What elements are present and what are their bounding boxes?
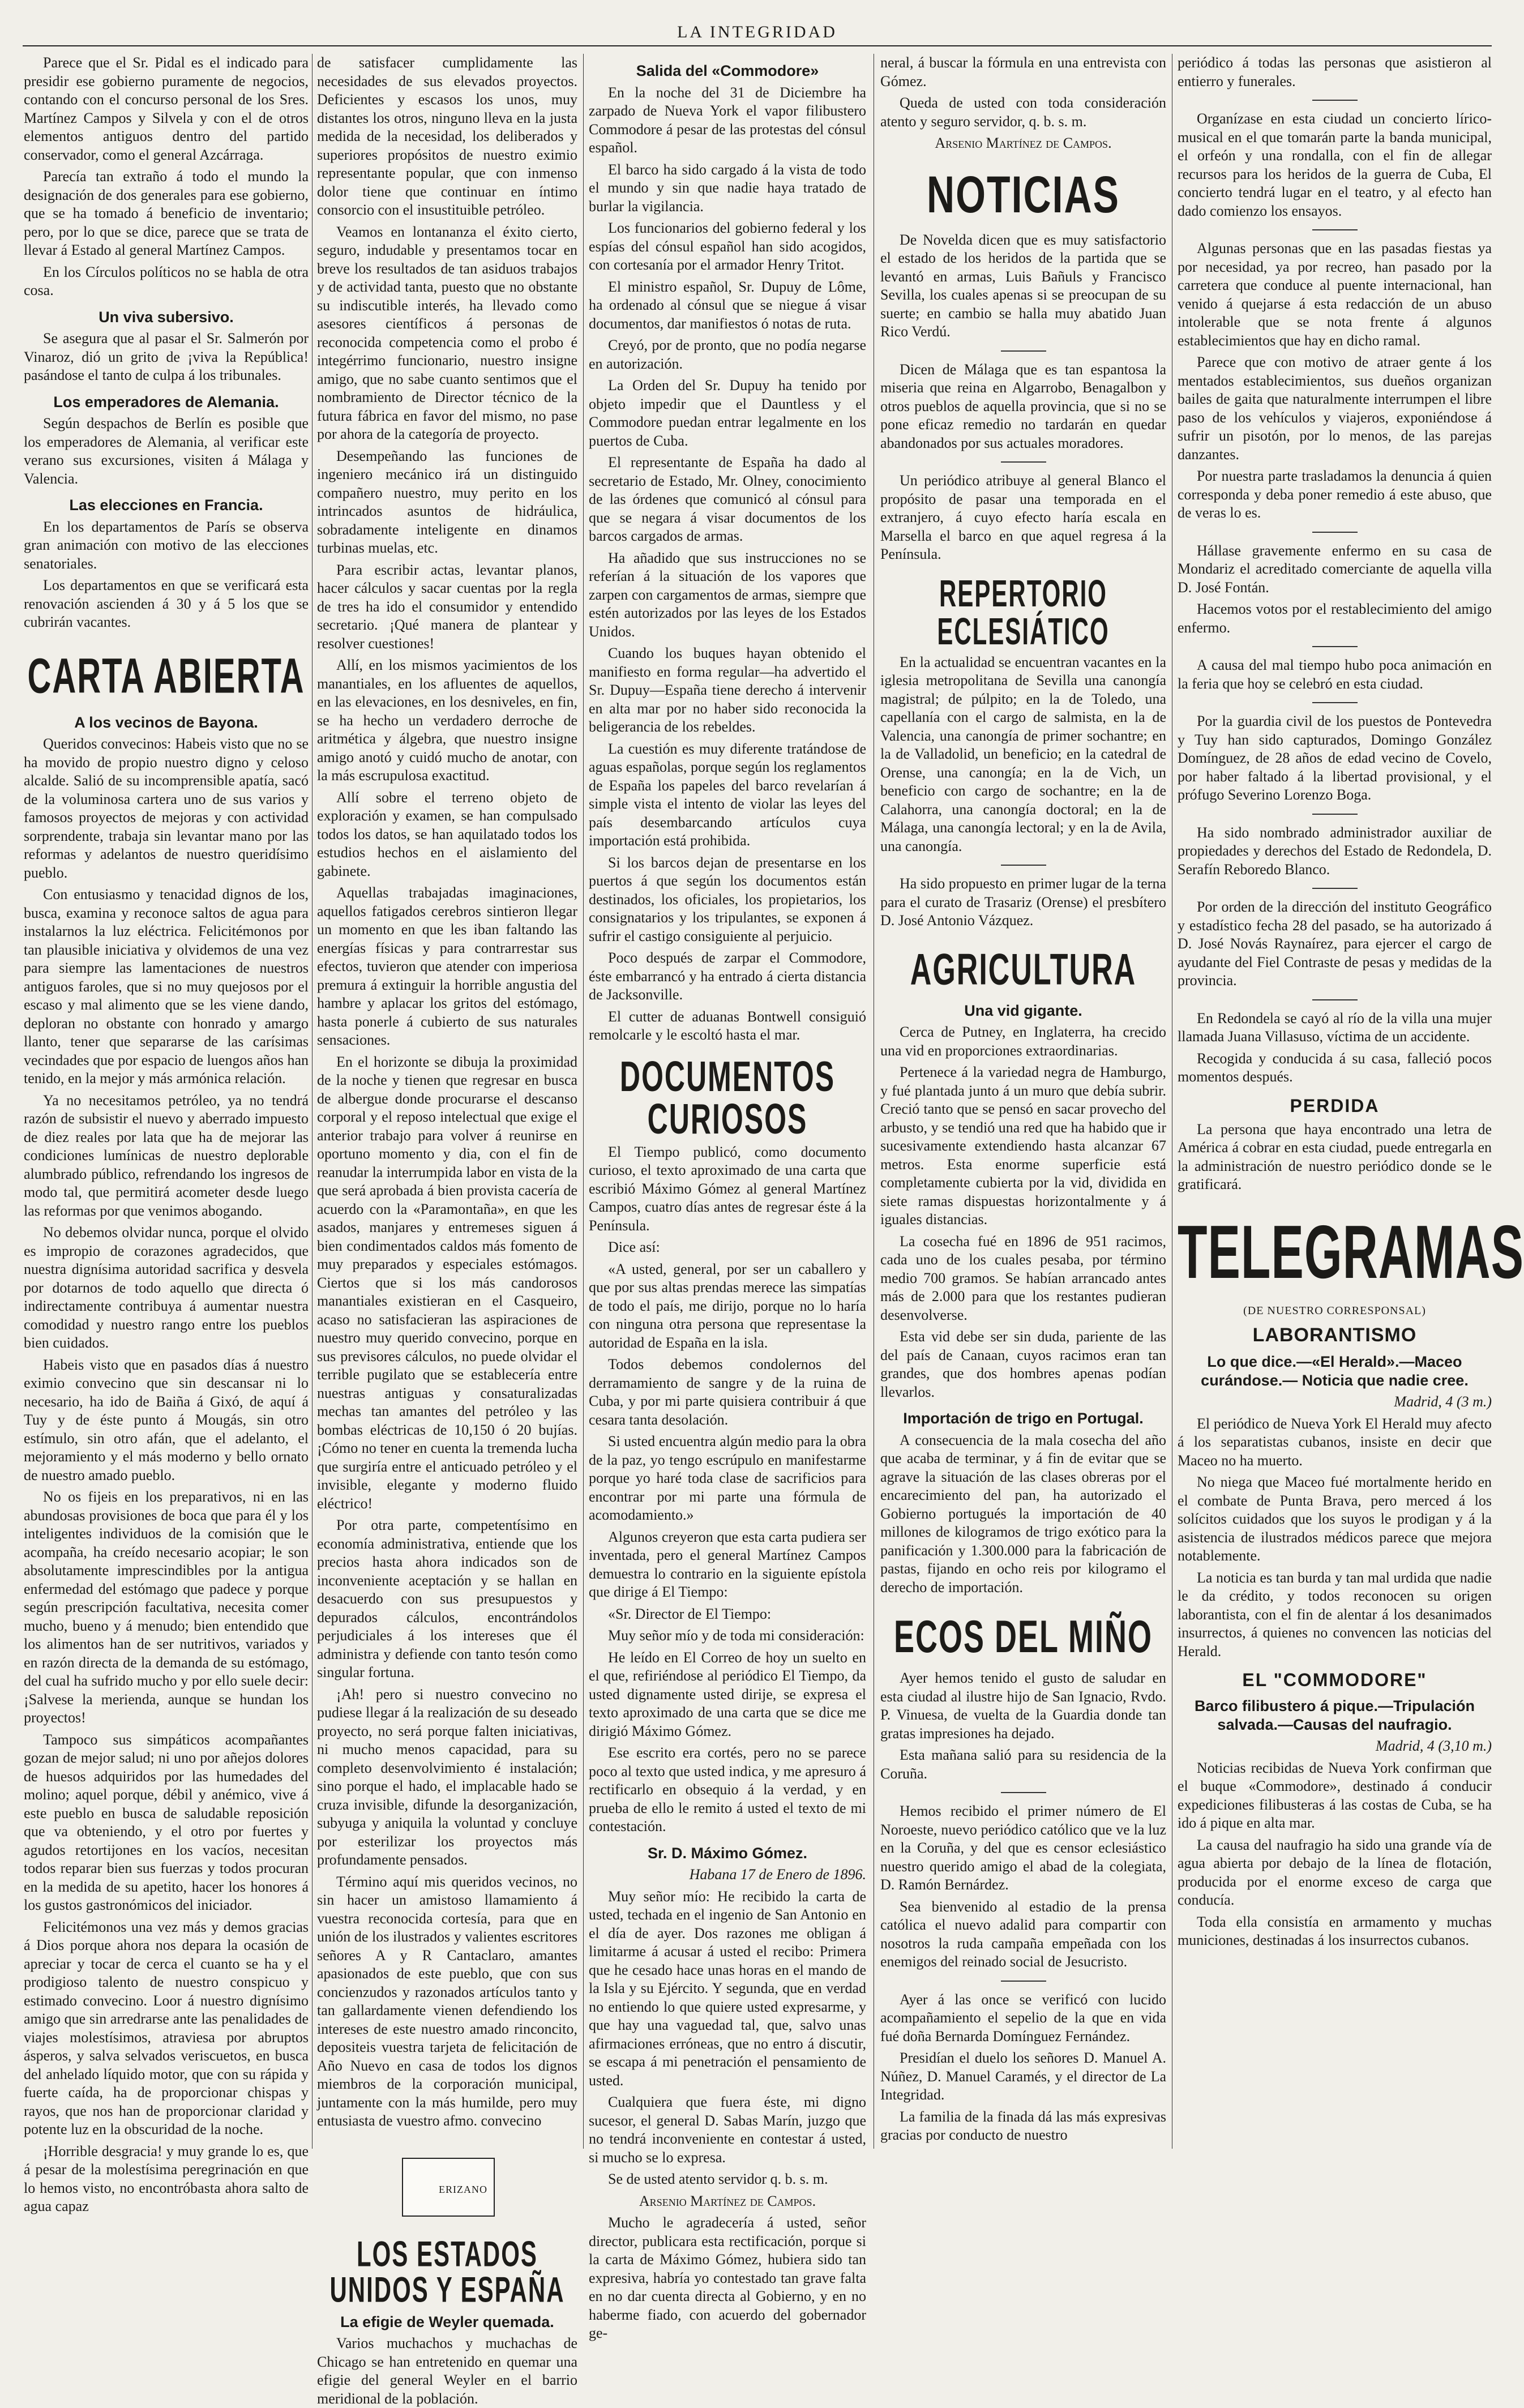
paragraph: Veamos en lontananza el éxito cierto, seguro, indudable y presentamos tocar en breve los resultados de tan asiduos trabajos y de actividad tanta, puesto que no obstante su indiscutible interés, ha llevado como asesores científicos á personas de reconocida competencia como el probo é integérrimo funcionario, nuestro insigne amigo, que no sabe cuanto sentimos que el nombramiento de Director técnico de la futura fábrica en favor del mismo, no pase por ahora de la categoría de proyecto.	[317, 223, 577, 442]
paragraph: Dicen de Málaga que es tan espantosa la miseria que reina en Algarrobo, Benagalbon y otros pueblos de aquella provincia, que si no se pone eficaz remedio no tardarán en quedar abandonados por sus actuales moradores.	[880, 361, 1166, 451]
paragraph: Se asegura que al pasar el Sr. Salmerón por Vinaroz, dió un grito de ¡viva la República! pasándose el tanto de culpa á los tribunales.	[24, 330, 309, 383]
paragraph: Si los barcos dejan de presentarse en los puertos á que según los documentos están destinados, los oficiales, los propietarios, los consignatarios y los tripulantes, se exponen á sufrir el castigo consiguiente al perjuicio.	[589, 854, 866, 944]
paragraph: No os fijeis en los preparativos, ni en las abundosas provisiones de boca que para él y los inteligentes individuos de la comisión que le acompaña, ha creído necesario acopiar; le son absolutamente imprescindibles por la antigua enfermedad del estómago que padece y porque según prescripción facultativa, necesita comer mucho, bueno y á menudo; bien entendido que los alimentos han de ser nutritivos, variados y en razón directa de la demanda de su estómago, del cual ha sufrido mucho y por ello suele decir: ¡Salvese la merienda, aunque se hundan los proyectos!	[24, 1489, 309, 1726]
paragraph: El Tiempo publicó, como documento curioso, el texto aproximado de una carta que escribió Máximo Gómez al general Martínez Campos, cuatro días antes de regresar éste á la Península.	[589, 1143, 866, 1234]
signature: Arsenio Martínez de Campos.	[935, 135, 1112, 151]
paragraph: Cualquiera que fuera éste, mi digno sucesor, el general D. Sabas Marín, juzgo que no tendrá inconveniente en contestar á usted, si mucho se lo expresa.	[589, 2094, 866, 2166]
paragraph: El cutter de aduanas Bontwell consiguió remolcarle y le escoltó hasta el mar.	[589, 1008, 866, 1043]
signature-name: ERIZANO	[439, 2183, 487, 2195]
paragraph: Esta mañana salió para su residencia de la Coruña.	[880, 1747, 1166, 1782]
paragraph: Presidían el duelo los señores D. Manuel A. Núñez, D. Manuel Caramés, y el director de La Integridad.	[880, 2050, 1166, 2103]
paragraph: Todos debemos condolernos del derramamiento de sangre y de la ruina de Cuba, y por mi parte quisiera contribuir á que cesara tanta desolación.	[589, 1356, 866, 1428]
paragraph: Cuando los buques hayan obtenido el manifiesto en forma regular—ha advertido el Sr. Dupuy—España tiene derecho á intervenir en alta mar por no haber sido reconocida la beligerancia de los rebeldes.	[589, 645, 866, 735]
signature-box	[385, 2146, 510, 2226]
paragraph: de satisfacer cumplidamente las necesidades de sus elevados proyectos. Deficientes y escasos los unos, muy distantes los otros, ninguno lleva en la justa medida de la necesidad, los deliberados y superiores propósitos de nuestro eximio representante popular, que con inmenso dolor tiene que continuar en íntimo consorcio con el insustituible petróleo.	[317, 54, 577, 218]
paragraph: Hemos recibido el primer número de El Noroeste, nuevo periódico católico que ve la luz en la Coruña, y del que es censor eclesiástico nuestro querido amigo el abad de la colegiata, D. Ramón Bernárdez.	[880, 1803, 1166, 1893]
paragraph: Para escribir actas, levantar planos, hacer cálculos y sacar cuentas por la regla de tres ha ido el consumidor y entendido secretario. ¡Qué manera de plantear y resolver cuestiones!	[317, 561, 577, 652]
paragraph: Ayer hemos tenido el gusto de saludar en esta ciudad al ilustre hijo de San Ignacio, Rvdo. P. Vinuesa, de vuelta de la Guardia donde tan gratas impresiones ha dejado.	[880, 1670, 1166, 1742]
separator	[1001, 350, 1046, 352]
separator	[1001, 461, 1046, 463]
paragraph: Se de usted atento servidor q. b. s. m.	[608, 2171, 828, 2187]
paragraph: Muy señor mío y de toda mi consideración:	[608, 1627, 864, 1644]
section-heading: La efigie de Weyler quemada.	[340, 2313, 554, 2330]
paragraph: En los departamentos de París se observa gran animación con motivo de las elecciones senatoriales.	[24, 518, 309, 572]
paragraph: A consecuencia de la mala cosecha del año que acaba de terminar, y á fin de evitar que se agrave la situación de las clases obreras por el encarecimiento del pan, ha autorizado el Gobierno portugués la importación de 40 millones de kilogramos de trigo exótico para la panificación y 1.300.000 para la fabricación de pastas, fijando en ocho reis por kilogramo el derecho de importación.	[880, 1431, 1166, 1596]
signature: Arsenio Martínez de Campos.	[639, 2192, 816, 2209]
banner-ecos-del-mino: ECOS DEL MIÑO	[893, 1611, 1153, 1662]
section-heading: Una vid gigante.	[964, 1002, 1082, 1019]
paragraph: ¡Horrible desgracia! y muy grande lo es, que á pesar de la molestísima peregrinación en que lo hemos visto, no encontróbasta ahora salto de agua capaz	[24, 2142, 309, 2214]
banner-telegramas: TELEGRAMAS	[1178, 1210, 1524, 1294]
section-heading: Los emperadores de Alemania.	[53, 393, 279, 410]
paragraph: He leído en El Correo de hoy un suelto en el que, refiriéndose al periódico El Tiempo, da usted dignamente usted dirije, se expresa el texto aproximado de una carta que se dice me dirigió Máximo Gómez.	[589, 1649, 866, 1739]
banner-documentos-curiosos: DOCUMENTOS CURIOSOS	[619, 1053, 836, 1143]
paragraph: La causa del naufragio ha sido una grande vía de agua abierta por debajo de la línea de flotación, producida por el enorme exceso de carga que conducía.	[1178, 1836, 1492, 1908]
paragraph: La cuestión es muy diferente tratándose de aguas españolas, porque según los reglamentos de España los papeles del barco revelarían á simple vista el intento de violar las leyes del país desembarcando artículos cuya importación está prohibida.	[589, 740, 866, 849]
separator	[1312, 229, 1358, 230]
banner-estados-unidos: LOS ESTADOS UNIDOS Y ESPAÑA	[329, 2234, 565, 2309]
paragraph: Por otra parte, competentísimo en economía administrativa, entiende que los precios hasta ahora indicados son de inconveniente aceptación y se hallan en desacuerdo con sus presupuestos y depurados cálculos, encontrándolos perjudiciales á los intereses que él administra y defiende con tanto tesón como singular fortuna.	[317, 1517, 577, 1680]
paragraph: Término aquí mis queridos vecinos, no sin hacer un amistoso llamamiento á vuestra reconocida cortesía, para que en unión de los ilustrados y valientes escritores señores A y R Cantaclaro, amantes apasionados de este pueblo, que con sus concienzudos y razonados artículos tanto y tan gallardamente vienen defendiendo los intereses de este nuestro amado rinconcito, depositeis vuestra tarjeta de felicitación de Año Nuevo en casa de todos los dignos miembros de la corporación municipal, juntamente con la más humilde, pero muy entusiasta de vuestro afmo. convecino	[317, 1873, 577, 2129]
paragraph: En los Círculos políticos no se habla de otra cosa.	[24, 263, 309, 298]
paragraph: Recogida y conducida á su casa, falleció pocos momentos después.	[1178, 1050, 1492, 1085]
banner-laborantismo: LABORANTISMO	[1252, 1324, 1417, 1346]
section-heading: Un viva subersivo.	[99, 308, 234, 326]
section-heading: Barco filibustero á pique.—Tripulación salvada.—Causas del naufragio.	[1194, 1697, 1475, 1733]
paragraph: ¡Ah! pero si nuestro convecino no pudiese llegar á la realización de su deseado proyecto, no será porque falten iniciativas, ni mucho menos capacidad, para su completo desenvolvimiento é instalación; sino porque el hado, el implacable hado se cruza invisible, difunde la desorganización, subyuga y aniquila la voluntad y concluye por esterilizar los proyectos más profundamente pensados.	[317, 1686, 577, 1868]
paragraph: periódico á todas las personas que asistieron al entierro y funerales.	[1178, 54, 1492, 89]
separator	[1312, 999, 1358, 1000]
paragraph: Según despachos de Berlín es posible que los emperadores de Alemania, al verificar este verano sus excursiones, visiten á Málaga y Valencia.	[24, 415, 309, 487]
paragraph: Mucho le agradecería á usted, señor director, publicara esta rectificación, porque si la carta de Máximo Gómez, hubiera sido tan expresiva, habría yo contestado tan grave falta en no dar cuenta directa al Gobierno, y en no haberme fiado, con acuerdo del gobernador ge-	[589, 2214, 866, 2341]
paragraph: Hállase gravemente enfermo en su casa de Mondariz el acreditado comerciante de aquella villa D. José Fontán.	[1178, 542, 1492, 596]
paragraph: En la noche del 31 de Diciembre ha zarpado de Nueva York el vapor filibustero Commodore á pesar de las protestas del cónsul español.	[589, 84, 866, 156]
paragraph: neral, á buscar la fórmula en una entrevista con Gómez.	[880, 54, 1166, 89]
paragraph: Toda ella consistía en armamento y muchas municiones, destinadas á los insurrectos cubanos.	[1178, 1913, 1492, 1948]
separator	[1312, 100, 1358, 101]
paragraph: Ya no necesitamos petróleo, ya no tendrá razón de subsistir el nuevo y aberrado impuesto de diez reales por lata que ha de mejorar las condiciones lumínicas de nuestro deplorable alumbrado público, refrendando los ingresos de modo tal, que permitirá acometer desde luego las reformas por que venimos abogando.	[24, 1092, 309, 1219]
paragraph: Queda de usted con toda consideración atento y seguro servidor, q. b. s. m.	[880, 95, 1166, 130]
paragraph: La persona que haya encontrado una letra de América á cobrar en esta ciudad, puede entregarla en la administración de nuestro periódico donde se le gratificará.	[1178, 1120, 1492, 1192]
separator	[1312, 646, 1358, 647]
paragraph: Habeis visto que en pasados días á nuestro eximio convecino que sin descansar ni lo necesario, ha ido de Baiña á Gixó, de aquí á Tuy y de éste punto á Mougás, sin otro estímulo, sin otro afán, que el adelanto, el mejoramiento y el más moderno y bello ornato de nuestro amado pueblo.	[24, 1356, 309, 1483]
paragraph: Parecía tan extraño á todo el mundo la designación de dos generales para ese gobierno, que se ha tomado á beneficio de inventario; pero, por lo que se dice, parece que se trata de llevar á Estado al general Martínez Campos.	[24, 168, 309, 258]
banner-noticias: NOTICIAS	[927, 165, 1120, 224]
banner-agricultura: AGRICULTURA	[910, 945, 1137, 994]
paragraph: Con entusiasmo y tenacidad dignos de los, busca, examina y reconoce saltos de agua para instalarnos la luz eléctrica. Felicitémonos por tan plausible iniciativa y olvidemos de una vez para siempre las lamentaciones de nuestros antiguos faroles, que si no muy quejosos por el escaso y mal alimento que se les viene dando, deploran no obstante con honrado y amargo llanto, tener que separarse de las carísimas vecindades que por espacio de luengos años han tenido, en la mejor y más armónica relación.	[24, 886, 309, 1087]
paragraph: Poco después de zarpar el Commodore, éste embarrancó y ha entrado á cierta distancia de Jacksonville.	[589, 949, 866, 1003]
paragraph: «Sr. Director de El Tiempo:	[608, 1605, 772, 1622]
paragraph: La familia de la finada dá las más expresivas gracias por conducto de nuestro	[880, 2108, 1166, 2143]
paragraph: Allí sobre el terreno objeto de exploración y examen, se han compulsado todos los datos, se han aquilatado todos los estudios hechos en el aislamiento del gabinete.	[317, 789, 577, 879]
paragraph: Por nuestra parte trasladamos la denuncia á quien corresponda y deba poner remedio á este abuso, que de veras lo es.	[1178, 468, 1492, 521]
paragraph: Ha sido nombrado administrador auxiliar de propiedades y derechos del Estado de Redondela, D. Serafín Reboredo Blanco.	[1178, 824, 1492, 878]
section-heading: Importación de trigo en Portugal.	[903, 1410, 1144, 1427]
section-heading: A los vecinos de Bayona.	[74, 713, 258, 731]
paragraph: Cerca de Putney, en Inglaterra, ha crecido una vid en proporciones extraordinarias.	[880, 1024, 1166, 1059]
paragraph: El ministro español, Sr. Dupuy de Lôme, ha ordenado al cónsul que se niegue á visar documentos, dar manifiestos ó notas de ruta.	[589, 278, 866, 332]
paragraph: A causa del mal tiempo hubo poca animación en la feria que hoy se celebró en esta ciudad.	[1178, 657, 1492, 692]
paragraph: Por orden de la dirección del instituto Geográfico y estadístico fecha 28 del pasado, se ha autorizado á D. José Novás Raynaírez, para ejercer el cargo de ayudante del Fiel Contraste de pesas y medidas de la provincia.	[1178, 899, 1492, 989]
paragraph: Aquellas trabajadas imaginaciones, aquellos fatigados cerebros sintieron llegar un momento en que les iban faltando las energías físicas y para contrarrestar sus efectos, tuvieron que atender con imperiosa premura á extinguir la horrible angustia del hambre y aplacar los gritos del estómago, hasta ponerle á cubierto de sus naturales sensaciones.	[317, 884, 577, 1048]
separator	[1001, 865, 1046, 866]
paragraph: Allí, en los mismos yacimientos de los manantiales, en los afluentes de aquellos, en las elevaciones, en los desniveles, en fin, se ha hecho un verdadero derroche de aritmética y álgebra, que nuestro insigne amigo anotó y cuidó mucho de anotar, con la más escrupulosa exactitud.	[317, 657, 577, 784]
banner-perdida: PERDIDA	[1290, 1095, 1380, 1116]
paragraph: De Novelda dicen que es muy satisfactorio el estado de los heridos de la partida que se levantó en armas, Luis Bañuls y Francisco Sevilla, los cuales apenas si se preocupan de su suerte; en cambio se halla muy abatido Juan Rico Verdú.	[880, 231, 1166, 340]
paragraph: Tampoco sus simpáticos acompañantes gozan de mejor salud; ni uno por añejos dolores de huesos adquiridos por las humedades del molino; aquel porque, débil y anémico, vive á este pueblo en busca de saludable reposición que va obteniendo, y el otro por fuertes y agudos retortijones en los vacíos, necesitan todos reparar bien sus fuerzas y todos procuran en la medida de su apetito, hacer los honores á los gustos gastronómicos del iniciador.	[24, 1731, 309, 1913]
paragraph: La noticia es tan burda y tan mal urdida que nadie le da crédito, y todos reconocen su origen laborantista, con el fin de alentar á los desanimados insurrectos, á quienes no convencen las noticias del Herald.	[1178, 1569, 1492, 1659]
column-2	[317, 54, 577, 2407]
section-heading: Lo que dice.—«El Herald».—Maceo curándose.— Noticia que nadie cree.	[1201, 1353, 1469, 1389]
paragraph: El representante de España ha dado al secretario de Estado, Mr. Olney, conocimiento de las órdenes que comunicó al cónsul para que se negara á visar documentos de los barcos cargados de armas.	[589, 454, 866, 544]
paragraph: «A usted, general, por ser un caballero y que por sus altas prendas merece las simpatías de todo el país, me dirijo, porque no lo haría con ninguna otra persona que representase la autoridad de España en la isla.	[589, 1260, 866, 1351]
banner-commodore: EL "COMMODORE"	[1242, 1670, 1427, 1690]
paragraph: Los departamentos en que se verificará esta renovación ascienden á 30 y á 5 los que se cubrirán vacantes.	[24, 577, 309, 630]
paragraph: Creyó, por de pronto, que no podía negarse en autorización.	[589, 337, 866, 372]
section-heading: Las elecciones en Francia.	[69, 497, 263, 514]
paragraph: Pertenece á la variedad negra de Hamburgo, y fué plantada junto á un muro que debía subrir. Creció tanto que se pensó en sacar provecho del arbusto, y se tendió una red que ha habido que ir sucesivamente extendiendo hasta alcanzar 67 metros. Esta enorme superficie está completamente cubierta por la vid, dividida en siete ramas dispuestas horizontalmente y á iguales distancias.	[880, 1064, 1166, 1227]
dateline: Madrid, 4 (3 m.)	[1394, 1393, 1492, 1410]
paragraph: Algunas personas que en las pasadas fiestas ya por necesidad, ya por recreo, han pasado por la carretera que conduce al puente internacional, han venido á quejarse á esta redacción de un abuso intolerable que se nota frente á algunos establecimientos que hay en dicho ramal.	[1178, 240, 1492, 349]
column-divider	[583, 54, 584, 2149]
paragraph: No debemos olvidar nunca, porque el olvido es impropio de corazones agradecidos, que nuestra dignísima autoridad sacrifica y desvela por dotarnos de todo aquello que directa ó indirectamente contribuya á aumentar nuestra comodidad y nuestro rango entre los pueblos bien cuidados.	[24, 1224, 309, 1351]
paragraph: No niega que Maceo fué mortalmente herido en el combate de Punta Brava, pero merced á los solícitos cuidados que los suyos le prodigan y á la asistencia de ilustrados médicos parece que mejora notablemente.	[1178, 1474, 1492, 1564]
paragraph: Desempeñando las funciones de ingeniero mecánico irá un distinguido compañero nuestro, muy perito en los intrincados asuntos de hidráulica, sobradamente inteligente en dinamos turbinas muelas, etc.	[317, 447, 577, 556]
paragraph: Esta vid debe ser sin duda, pariente de las del país de Canaan, cuyos racimos eran tan grandes, que dos hombres apenas podían llevarlos.	[880, 1328, 1166, 1400]
column-5	[1178, 54, 1524, 2149]
paragraph: Un periódico atribuye al general Blanco el propósito de pasar una temporada en el extranjero, á cuyo efecto haría escala en Marsella el barco en que aquel regresa á la Península.	[880, 472, 1166, 562]
paragraph: Felicitémonos una vez más y demos gracias á Dios porque ahora nos depara la ocasión de apreciar y tocar de cerca el cuanto se ha y el prodigioso talento de nuestro conspicuo y estimado convecino. Loor á nuestro dignísimo amigo que sin arredrarse ante las penalidades de viajes molestísimos, atraviesa por abruptos ásperos, y salva selvados veriscuetos, en busca del anhelado líquido motor, que con su rápida y fuerte caída, ha de proporcionar chispas y rayos, que nos han de proporcionar claridad y potente luz en la obscuridad de la noche.	[24, 1918, 309, 2137]
paragraph: Ese escrito era cortés, pero no se parece poco al texto que usted indica, y me apresuro á rectificarlo en obsequio á la verdad, y en prueba de ello le remito á usted el texto de mi contestación.	[589, 1744, 866, 1834]
paragraph: Varios muchachos y muchachas de Chicago se han entretenido en quemar una efigie del general Weyler en el barrio meridional de la población.	[317, 2335, 577, 2407]
separator	[1312, 702, 1358, 703]
paragraph: La cosecha fué en 1896 de 951 racimos, cada uno de los cuales pesaba, por término medio 700 gramos. Se habían arrancado antes más de 2.000 para que los restantes pudieran desenvolverse.	[880, 1233, 1166, 1323]
banner-carta-abierta: CARTA ABIERTA	[27, 648, 305, 704]
separator	[1312, 532, 1358, 533]
column-1	[24, 54, 309, 2214]
paragraph: Sea bienvenido al estadio de la prensa católica el nuevo adalid para compartir con nosotros la ruda campaña empeñada con los enemigos del reinado social de Jesucristo.	[880, 1898, 1166, 1970]
dateline: Madrid, 4 (3,10 m.)	[1375, 1738, 1492, 1754]
paragraph: El periódico de Nueva York El Herald muy afecto á los separatistas cubanos, insiste en decir que Maceo no ha muerto.	[1178, 1415, 1492, 1469]
column-4	[880, 54, 1166, 2149]
separator	[1312, 888, 1358, 889]
separator	[1001, 1981, 1046, 1982]
paragraph: En la actualidad se encuentran vacantes en la iglesia metropolitana de Sevilla una canongía magistral; de púlpito; en la de Toledo, una capellanía con el cargo de salmista, en la de Valencia, una canongía de primer sochantre; en la de Valladolid, un beneficio; en la catedral de Orense, una canongía; en la de Vich, un beneficio con cargo de sochantre; en la de Calahorra, una canongía doctoral; en la de Málaga, una canongía lectoral; y en la de Avila, una canongía.	[880, 653, 1166, 854]
paragraph: Noticias recibidas de Nueva York confirman que el buque «Commodore», destinado á conducir expediciones filibusteras á las costas de Cuba, se ha ido á pique en alta mar.	[1178, 1759, 1492, 1831]
separator	[1001, 1792, 1046, 1793]
section-heading: Salida del «Commodore»	[636, 62, 819, 79]
paragraph: Parece que con motivo de atraer gente á los mentados establecimientos, sus dueños organizan bailes de gaita que naturalmente interrumpen el libre paso de los vehículos y viajeros, exponiéndose á sufrir un pisotón, por lo menos, de las parejas danzantes.	[1178, 354, 1492, 463]
paragraph: Si usted encuentra algún medio para la obra de la paz, yo tengo escrúpulo en manifestarme porque yo haré toda clase de sacrificios para encontrar por mi parte una fórmula de acomodamiento.»	[589, 1433, 866, 1523]
paragraph: Ha sido propuesto en primer lugar de la terna para el curato de Trasariz (Orense) el presbítero D. José Antonio Vázquez.	[880, 875, 1166, 929]
paragraph: Hacemos votos por el restablecimiento del amigo enfermo.	[1178, 601, 1492, 636]
banner-repertorio: REPERTORIO ECLESIÁTICO	[937, 571, 1110, 652]
paragraph: Parece que el Sr. Pidal es el indicado para presidir ese gobierno puramente de negocios, contando con el concurso personal de los Sres. Martínez Campos y Silvela y con el de otros elementos antiguos dentro del partido conservador, como el general Azcárraga.	[24, 54, 309, 163]
paragraph: Los funcionarios del gobierno federal y los espías del cónsul español han sido acogidos, con cortesanía por el armador Henry Tritot.	[589, 220, 866, 273]
paragraph: El barco ha sido cargado á la vista de todo el mundo y sin que nadie haya tratado de burlar la vigilancia.	[589, 161, 866, 215]
paragraph: Ha añadido que sus instrucciones no se referían á la situación de los vapores que zarpen con cargamentos de armas, siempre que estén autorizados por las leyes de los Estados Unidos.	[589, 549, 866, 640]
paragraph: Muy señor mío: He recibido la carta de usted, techada en el ingenio de San Antonio en el día de ayer. Dos razones me obligan á limitarme á acusar á usted el recibo: Primera que he cesado hace unas horas en el mando de la Isla y su Ejército. Y segunda, que en verdad no entiendo lo que quiere usted expresarme, y que hay una vaguedad tal, que, salvo unas afirmaciones erróneas, que no entro á discutir, se escapa á mi penetración el pensamiento de usted.	[589, 1888, 866, 2089]
column-3	[589, 54, 866, 2341]
paragraph: Queridos convecinos: Habeis visto que no se ha movido de propio nuestro digno y celoso alcalde. Salió de su incomprensible apatía, sacó de la voluminosa cartera uno de sus varios y famosos proyectos de mejoras y con actividad sorprendente, trabaja sin levantar mano por las reformas y adelantos de nuestro queridísimo pueblo.	[24, 735, 309, 881]
top-rule	[23, 45, 1492, 46]
paragraph: La Orden del Sr. Dupuy ha tenido por objeto impedir que el Dauntless y el Commodore puedan entrar legalmente en los puertos de Cuba.	[589, 377, 866, 449]
separator	[1312, 814, 1358, 815]
paragraph: Ayer á las once se verificó con lucido acompañamiento el sepelio de la que en vida fué doña Bernarda Domínguez Fernández.	[880, 1991, 1166, 2045]
masthead: LA INTEGRIDAD	[677, 23, 837, 41]
section-heading: Sr. D. Máximo Gómez.	[647, 1844, 808, 1862]
telegram-source: (DE NUESTRO CORRESPONSAL)	[1243, 1304, 1426, 1317]
paragraph: En Redondela se cayó al río de la villa una mujer llamada Juana Villasuso, víctima de un accidente.	[1178, 1010, 1492, 1045]
paragraph: Por la guardia civil de los puestos de Pontevedra y Tuy han sido capturados, Domingo González Domínguez, de 28 años de edad vecino de Covelo, por haber faltado á la libertad provisional, y el prófugo Severino Lorenzo Boga.	[1178, 713, 1492, 803]
paragraph: Algunos creyeron que esta carta pudiera ser inventada, pero el general Martínez Campos demuestra lo contrario en la siguiente epístola que dirige á El Tiempo:	[589, 1528, 866, 1600]
paragraph: En el horizonte se dibuja la proximidad de la noche y tienen que regresar en busca de albergue donde procurarse el descanso corporal y el reposo intelectual que exige el anterior trabajo para volver á reunirse en oportuno momento y dia, con el fin de reanudar la interrumpida labor en vista de la que será aprobada á bien provista cacería de acuerdo con la «Paramontaña», en que les asados, manjares y entremeses siguen á bien condimentados caldos más fomento de muy preparados y especiales estómagos. Ciertos que si los más candorosos manantiales existieran en el Casqueiro, acaso no satisfacieran las aspiraciones de nuestro muy querido convecino, porque en sus previsores cálculos, no puede olvidar el terrible pugilato que se establecería entre nuestras antiguas y consaturalizadas mechas tan amantes del petróleo y las bombas eléctricas de 10,150 ó 20 bujías. ¡Cómo no tener en cuenta la tremenda lucha que surgiría entre el anticuado petróleo y el invisible, elegante y moderno fluido eléctrico!	[317, 1053, 577, 1512]
paragraph: Organízase en esta ciudad un concierto lírico-musical en el que tomarán parte la banda municipal, el orfeón y una rondalla, con el fin de allegar recursos para los heridos de la guerra de Cuba, El concierto tendrá lugar en el teatro, y al efecto han dado comienzo los ensayos.	[1178, 110, 1492, 219]
paragraph: Dice así:	[608, 1239, 660, 1255]
dateline: Habana 17 de Enero de 1896.	[689, 1866, 866, 1883]
